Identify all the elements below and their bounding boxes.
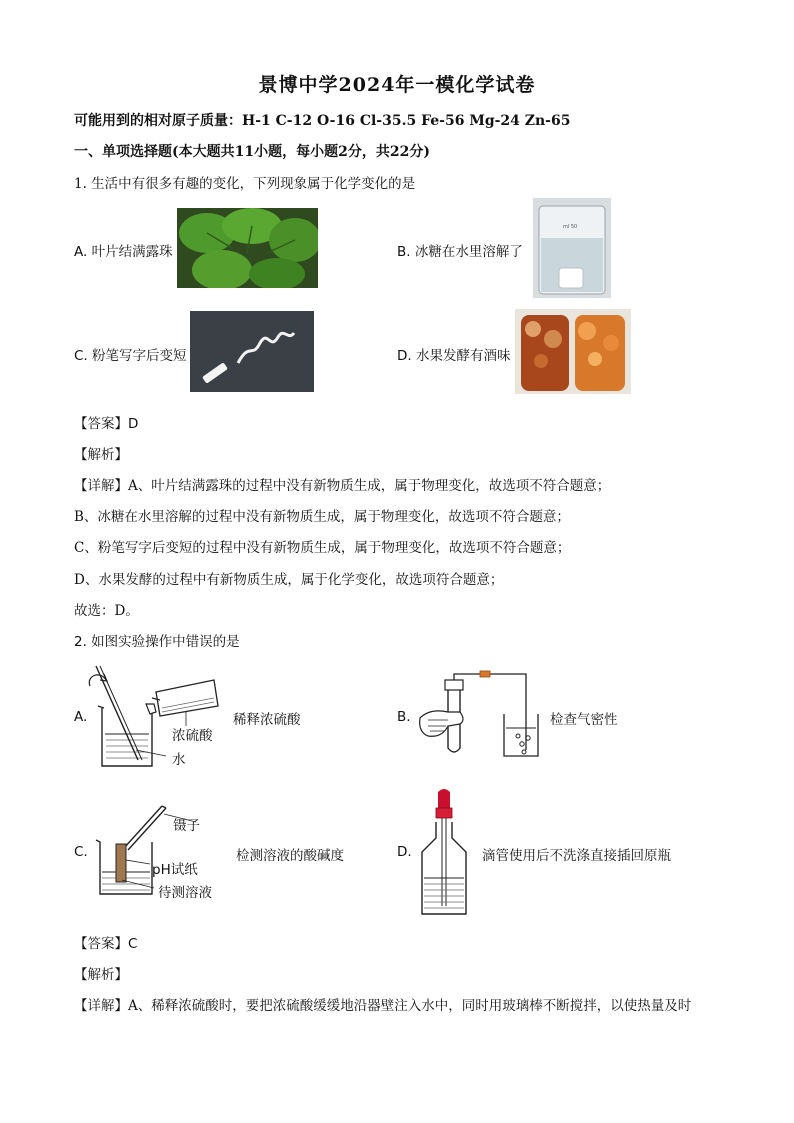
q2-answer: 【答案】C [74, 936, 138, 952]
q2-option-d-caption: 滴管使用后不洗涤直接插回原瓶 [482, 848, 671, 864]
q2-option-b-caption: 检查气密性 [550, 712, 618, 728]
leaf-dew-image [177, 208, 318, 288]
q1-option-b: B. 冰糖在水里溶解了 [397, 244, 523, 260]
q1-option-d: D. 水果发酵有酒味 [397, 348, 511, 364]
label-ph-paper: pH试纸 [152, 862, 198, 878]
q2-option-a-caption: 稀释浓硫酸 [233, 712, 301, 728]
page-title: 景博中学2024年一模化学试卷 [258, 74, 536, 96]
fruit-ferment-image [515, 309, 631, 394]
label-tweezers: 镊子 [173, 818, 200, 834]
q1-stem: 1. 生活中有很多有趣的变化，下列现象属于化学变化的是 [74, 176, 416, 192]
chalk-image [190, 311, 314, 392]
q2-analysis-label: 【解析】 [74, 967, 128, 983]
svg-text:ml 50: ml 50 [563, 224, 578, 230]
q1-detail-b: B、冰糖在水里溶解的过程中没有新物质生成，属于物理变化，故选项不符合题意； [74, 509, 570, 525]
airtight-check-diagram [414, 668, 544, 760]
q1-answer: 【答案】D [74, 416, 139, 432]
label-water: 水 [172, 752, 186, 768]
section-heading: 一、单项选择题(本大题共11小题，每小题2分，共22分) [74, 144, 430, 160]
q1-detail-c: C、粉笔写字后变短的过程中没有新物质生成，属于物理变化，故选项不符合题意； [74, 540, 571, 556]
q1-option-c: C. 粉笔写字后变短 [74, 348, 187, 364]
q2-option-c-caption: 检测溶液的酸碱度 [236, 848, 344, 864]
q2-option-d-letter: D. [397, 844, 412, 860]
atomic-masses: 可能用到的相对原子质量：H-1 C-12 O-16 Cl-35.5 Fe-56 Mg-24 Zn-65 [74, 113, 571, 129]
q1-detail-d: D、水果发酵的过程中有新物质生成，属于化学变化，故选项符合题意； [74, 572, 504, 588]
q1-analysis-label: 【解析】 [74, 447, 128, 463]
q1-option-a: A. 叶片结满露珠 [74, 244, 173, 260]
q2-stem: 2. 如图实验操作中错误的是 [74, 634, 240, 650]
q2-option-c-letter: C. [74, 844, 88, 860]
label-test-solution: 待测溶液 [158, 885, 212, 901]
label-concentrated-acid: 浓硫酸 [172, 728, 213, 744]
q1-detail-a: 【详解】A、叶片结满露珠的过程中没有新物质生成，属于物理变化，故选项不符合题意； [74, 478, 611, 494]
ice-sugar-image [533, 198, 611, 298]
dilute-acid-diagram [86, 660, 236, 772]
q2-option-a-letter: A. [74, 709, 88, 725]
dropper-bottle-diagram [414, 788, 474, 918]
q1-conclusion: 故选：D。 [74, 603, 139, 619]
q2-option-b-letter: B. [397, 709, 411, 725]
q2-detail-a: 【详解】A、稀释浓硫酸时，要把浓硫酸缓缓地沿器壁注入水中，同时用玻璃棒不断搅拌，以使热量及时 [74, 998, 692, 1014]
